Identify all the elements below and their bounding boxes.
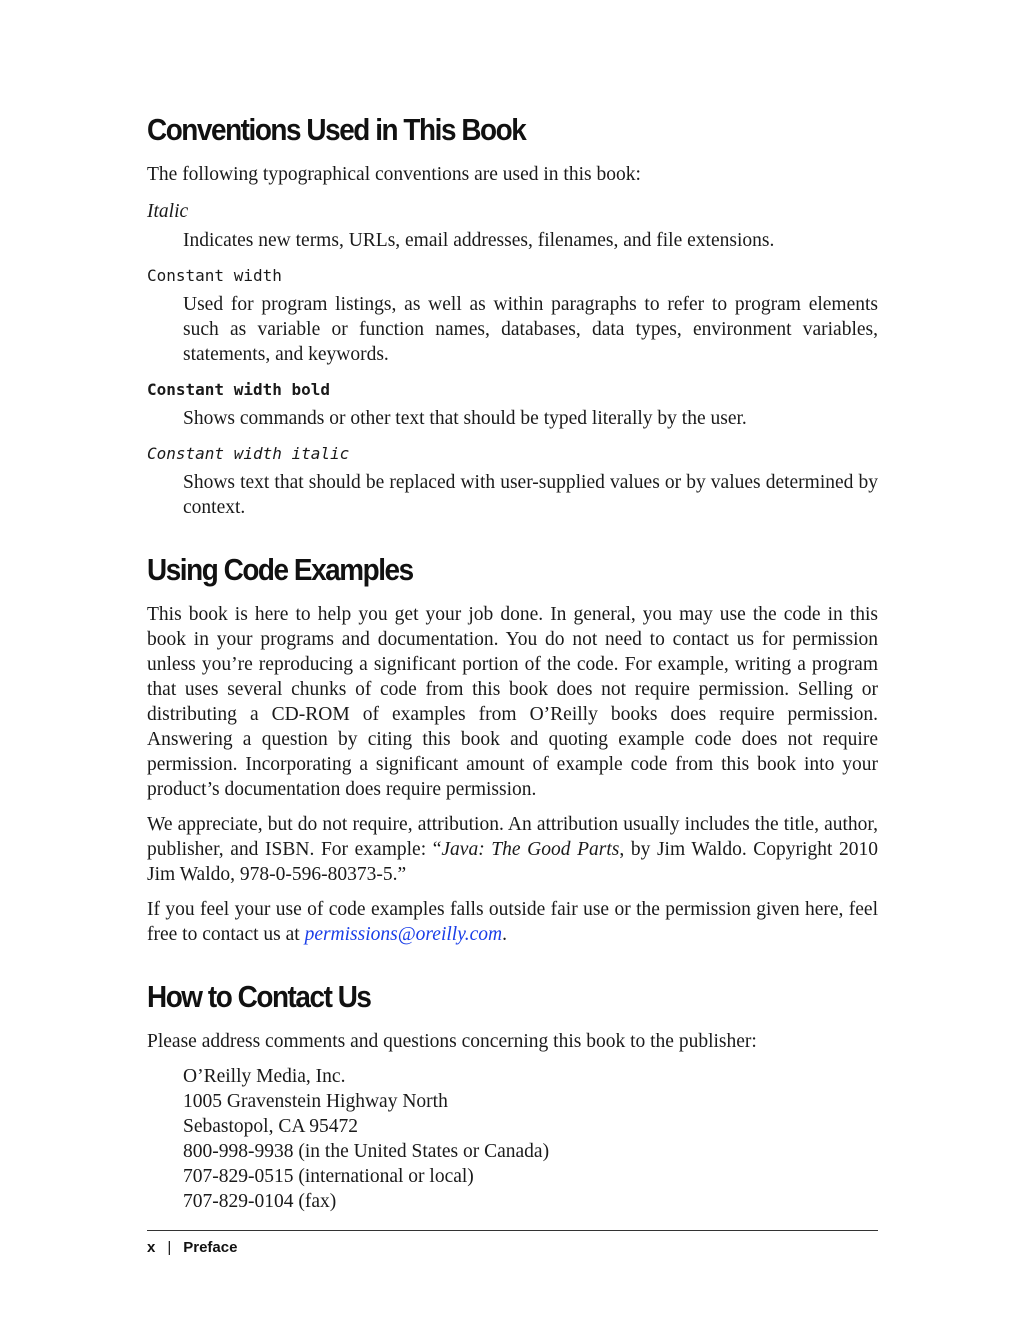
- permissions-email-link[interactable]: permissions@oreilly.com: [304, 924, 503, 945]
- term-constant-width-italic: Constant width italic: [147, 444, 350, 463]
- address-line: 707-829-0104 (fax): [183, 1191, 337, 1212]
- page-number: x: [147, 1239, 156, 1256]
- contact-heading: How to Contact Us: [147, 979, 371, 1014]
- desc-constant-width: Used for program listings, as well as within paragraphs to refer to program elements such as variable or function names, databases, data types, environment variables, statements, and keywords.: [183, 294, 878, 365]
- contact-intro: Please address comments and questions concerning this book to the publisher:: [147, 1031, 757, 1052]
- term-constant-width-bold: Constant width bold: [147, 380, 331, 399]
- code-examples-paragraph-2: [147, 812, 878, 887]
- page-footer: [147, 1230, 878, 1256]
- attribution-text-end: , by Jim Waldo. Copyright 2010 Jim Waldo, 978-0-596-80373-5.”: [147, 839, 878, 885]
- address-line: 800-998-9938 (in the United States or Canada): [183, 1141, 550, 1162]
- permission-text-start: If you feel your use of code examples falls outside fair use or the permission given here, feel free to contact us at: [147, 899, 878, 945]
- publisher-address: [183, 1064, 878, 1214]
- conventions-list: [147, 199, 878, 520]
- term-italic: Italic: [147, 201, 189, 222]
- footer-separator: |: [167, 1239, 172, 1256]
- code-examples-paragraph-1: This book is here to help you get your job done. In general, you may use the code in this book in your programs and documentation. You do not need to contact us for permission unless you’re reproducing a significant portion of the code. For example, writing a program that uses several chunks of code from this book does not require permission. Selling or distributing a CD-ROM of examples from O’Reilly books does require permission. Answering a question by citing this book and quoting example code does not require permission. Incorporating a significant amount of example code from this book into your product’s documentation does require permission.: [147, 604, 878, 800]
- conventions-heading: Conventions Used in This Book: [147, 112, 526, 147]
- permission-text-end: .: [502, 924, 508, 945]
- book-title: Java: The Good Parts: [441, 839, 620, 860]
- term-constant-width: Constant width: [147, 266, 282, 285]
- conventions-intro: The following typographical conventions are used in this book:: [147, 164, 641, 185]
- footer-section-name: Preface: [183, 1239, 238, 1256]
- address-line: 1005 Gravenstein Highway North: [183, 1091, 448, 1112]
- code-examples-paragraph-3: [147, 897, 878, 947]
- address-line: Sebastopol, CA 95472: [183, 1116, 358, 1137]
- page-body: [147, 110, 878, 1214]
- desc-italic: Indicates new terms, URLs, email addresses, filenames, and file extensions.: [183, 230, 775, 251]
- code-examples-heading: Using Code Examples: [147, 552, 413, 587]
- attribution-text-start: We appreciate, but do not require, attribution. An attribution usually includes the title, author, publisher, and ISBN. For example: “: [147, 814, 878, 860]
- address-line: O’Reilly Media, Inc.: [183, 1066, 346, 1087]
- address-line: 707-829-0515 (international or local): [183, 1166, 474, 1187]
- desc-constant-width-bold: Shows commands or other text that should be typed literally by the user.: [183, 408, 747, 429]
- desc-constant-width-italic: Shows text that should be replaced with user-supplied values or by values determined by context.: [183, 472, 878, 518]
